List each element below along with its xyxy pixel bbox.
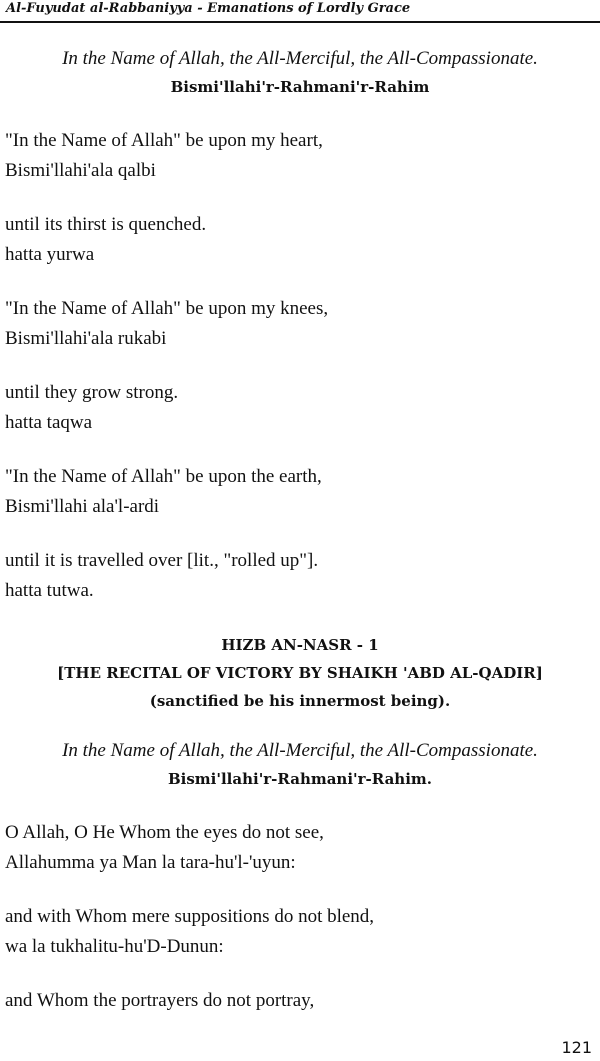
verse-transliteration: Allahumma ya Man la tara-hu'l-'uyun: (5, 852, 296, 873)
section-subtitle: [THE RECITAL OF VICTORY BY SHAIKH 'ABD AL-QADIR] (57, 664, 543, 682)
verse-transliteration: Bismi'llahi'ala rukabi (5, 328, 167, 349)
basmala-english: In the Name of Allah, the All-Merciful, the All-Compassionate. (62, 740, 538, 761)
verse-transliteration: hatta yurwa (5, 244, 95, 265)
verse-transliteration: Bismi'llahi ala'l-ardi (5, 496, 160, 517)
basmala-transliteration: Bismi'llahi'r-Rahmani'r-Rahim (170, 78, 430, 96)
page-number: 121 (561, 1038, 592, 1057)
verse-english: until its thirst is quenched. (5, 214, 207, 235)
verse-english: O Allah, O He Whom the eyes do not see, (5, 822, 324, 843)
running-header (0, 0, 600, 23)
verse-english: and Whom the portrayers do not portray, (5, 990, 315, 1011)
verse-english: and with Whom mere suppositions do not blend, (5, 906, 375, 927)
verse-transliteration: wa la tukhalitu-hu'D-Dunun: (5, 936, 224, 957)
basmala-english: In the Name of Allah, the All-Merciful, the All-Compassionate. (62, 48, 538, 69)
running-title: Al-Fuyudat al-Rabbaniyya - Emanations of Lordly Grace (6, 1, 411, 16)
verse-english: "In the Name of Allah" be upon the earth, (5, 466, 322, 487)
verse-english: "In the Name of Allah" be upon my heart, (5, 130, 323, 151)
verse-transliteration: Bismi'llahi'ala qalbi (5, 160, 156, 181)
verse-english: until it is travelled over [lit., "rolled up"]. (5, 550, 319, 571)
section-note: (sanctified be his innermost being). (149, 692, 451, 710)
verse-transliteration: hatta tutwa. (5, 580, 94, 601)
verse-transliteration: hatta taqwa (5, 412, 93, 433)
verse-english: "In the Name of Allah" be upon my knees, (5, 298, 329, 319)
basmala-transliteration: Bismi'llahi'r-Rahmani'r-Rahim. (167, 770, 432, 788)
verse-english: until they grow strong. (5, 382, 179, 403)
section-title: HIZB AN-NASR - 1 (221, 636, 379, 654)
